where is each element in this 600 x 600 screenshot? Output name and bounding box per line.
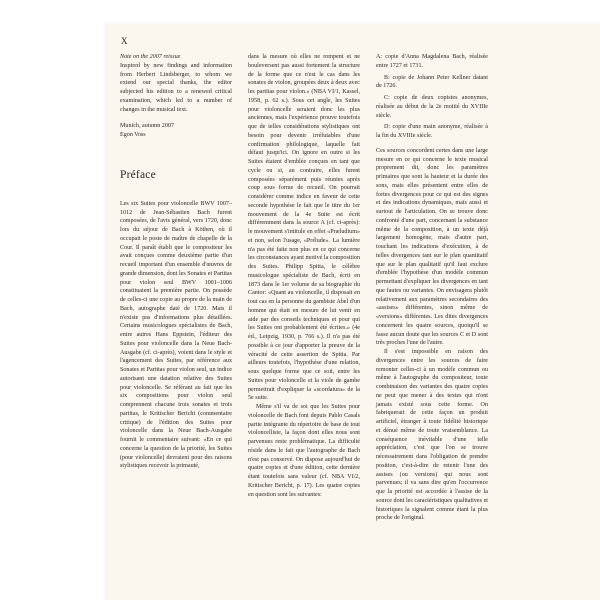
paragraph: Il s'est impossible en raison des divergences entre les sources de faire remonter celles-ci à un modèle commun ou même à l'autographe du compositeur, toute combinaison des variantes des quatre copies ne peut que mener à des textes qui n'ont jamais existé sous cette forme. On fabriquerait de cette façon un produit artificiel, étranger à toute fidélité historique et dénué même de toute vraisemblance. La conséquence inévitable d'une telle appréciation, c'est que l'on se trouve nécessairement dans l'obligation de prendre position, c'est-à-dire de retenir l'une des assises (ou versions) qui nous sont parvenues; il va sans dire qu'en l'occurrence que la priorité est accordée à l'assise de la source dont les caractéristiques qualitatives et historiques la signalent comme étant la plus proche de l'original.: [376, 349, 488, 522]
source-item: B: copie de Johann Peter Kellner datant de 1726.: [376, 74, 488, 90]
reissue-note: [120, 53, 232, 140]
page-number: X: [121, 36, 128, 46]
source-item: A: copie d'Anna Magdalena Bach, réalisée entre 1727 et 1731.: [376, 54, 488, 69]
source-item: D: copie d'une main anonyme, réalisée à la fin du XVIIIe siècle.: [376, 124, 488, 139]
paragraph: Les six Suites pour violoncelle BWV 1007–1012 de Jean-Sébastien Bach furent composées, de l'avis général, vers 1720, donc lors du séjour de Bach à Köthen, où il occupait le poste de maître de chapelle de la Cour. Il paraît établi que le compositeur les avait conçues comme deuxième partie d'un recueil important d'un ensemble d'œuvres de grande dimension, dont les Sonates et Partitas pour violon seul BWV 1001–1006 constituaient la première partie. On possède de celles-ci une copie au propre de la main de Bach, autographe daté de 1720. Mais il n'existe pas d'informations plus détaillées. Certains musicologues spécialistes de Bach, entre autres Hans Eppstein, l'éditeur des Suites pour violoncelle dans la Neue Bach-Ausgabe (cf. ci-après), voient dans le style et l'agencement des Suites, par référence aux Sonates et Partitas pour violon seul, un indice autorisant une datation relative des Suites pour violoncelle. Se référant au fait que les six compositions pour violon seul comprennent chacune trois sonates et trois partitas, le Kritischer Bericht (commentaire critique) de l'édition des Suites pour violoncelle dans la Neue Bach-Ausgabe fournit le commentaire suivant: «En ce qui concerne la question de la priorité, les Suites (pour violoncelle) devraient pour des raisons stylistiques recevoir la primauté,: [120, 200, 232, 470]
paragraph: Même s'il va de soi que les Suites pour violoncelle de Bach font depuis Pablo Casals partie intégrante du répertoire de base de tout violoncelliste, la façon dont elles nous sont parvenues reste problématique. La difficulté réside dans le fait que l'autographe de Bach n'est pas conservé. On dispose aujourd'hui de quatre copies et d'une édition, cette dernière étant toutefois sans valeur (cf. NBA VI/2, Kritischer Bericht, p. 17). Les quatre copies en question sont les suivantes:: [248, 404, 360, 498]
note-place-date: Munich, autumn 2007: [120, 123, 174, 130]
preface-body-col1: [120, 200, 232, 471]
note-title: Note on the 2007 reissue: [120, 54, 181, 60]
source-item: C: copie de deux copistes anonymes, réalisée au début de la 2e moitié du XVIIIe siècle.: [376, 95, 488, 119]
paragraph: Ces sources concordent certes dans une large mesure en ce qui concerne le texte musical proprement dit, donc les paramètres primaires que sont la hauteur et la durée des sons, mais elles présentent entre elles de fortes divergences pour ce qui est des signes et des indications dynamiques, mais aussi et surtout de l'articulation. On se trouve donc confronté d'une part, concernant la substance même de la composition, à un texte déjà largement homogène, mais d'autre part, touchant les indications d'exécution, à de telles divergences tant sur le plan quantitatif que sur le plan qualitatif qu'il faut exclure d'emblée l'hypothèse d'un modèle commun permettant d'expliquer les divergences en tant que fautes ou variantes. On envisagera plutôt relativement aux paramètres secondaires des «assises» différentes, sinon même de «versions» différentes. Les dites divergences concernent les quatre sources, quoiqu'il se fasse aucun doute que les sources C et D sont très proches l'une de l'autre.: [376, 147, 488, 347]
preface-heading: Préface: [120, 168, 156, 181]
note-text: Inspired by new findings and information from Herbert Lindsberger, to whom we extend our special thanks, the editor subjected his edition to a renewed critical examination, which led to a number of changes in the musical text.: [120, 62, 232, 113]
paragraph: dans la mesure où elles ne rompent et ne bouleversent pas aussi fortement la structure de la forme que ce n'est le cas dans les sonates de violon, groupées deux à deux avec les partitas pour violon.» (NBA VI/1, Kassel, 1958, p. 62 s.). Sous cet angle, les Suites pour violoncelle seraient donc les plus anciennes, mais l'expérience prouve toutefois que de telles considérations stylistiques ont besoin pour devenir irréfutables d'une confirmation philologique, laquelle fait défaut jusqu'ici. On ignore en outre si les Suites étaient d'emblée conçues en tant que cycle ou si, au contraire, elles furent composées séparément puis réunies après coup sous forme de recueil. On pourrait considérer comme indice en faveur de cette seconde hypothèse le fait que le titre du 1er mouvement de la 4e Suite est écrit différemment dans la source A (cf. ci-après): le mouvement s'intitule en effet «Præludium» et non, selon l'usage, «Prélude». La lumière n'a pas été faite non plus en ce qui concerne les circonstances ayant motivé la composition des Suites. Philipp Spitta, le célèbre musicologue spécialiste de Bach, écrit en 1873 dans le 1er volume de sa biographie du Cantor: «Quant au violoncelle, il disposait en tout cas en la personne du gambiste Abel d'un homme qui était en mesure de lui venir en aide par des conseils techniques et pour qui les Suites ont probablement été écrites.» (4e éd., Leipzig, 1930, p. 766 s.). Il n'a pas été possible à ce jour d'apporter la preuve de la véracité de cette assertion de Spitta. Par ailleurs toutefois, l'hypothèse d'une relation, sous quelque forme que ce soit, entre les Suites pour violoncelle et la viole de gambe permettrait d'expliquer la «scordatura» de la 5e suite.: [248, 54, 360, 402]
source-list: [376, 53, 488, 141]
note-author: Egon Voss: [120, 132, 146, 138]
text-column-1: [120, 53, 232, 471]
text-column-3: [376, 53, 488, 523]
text-column-2: [248, 53, 360, 499]
